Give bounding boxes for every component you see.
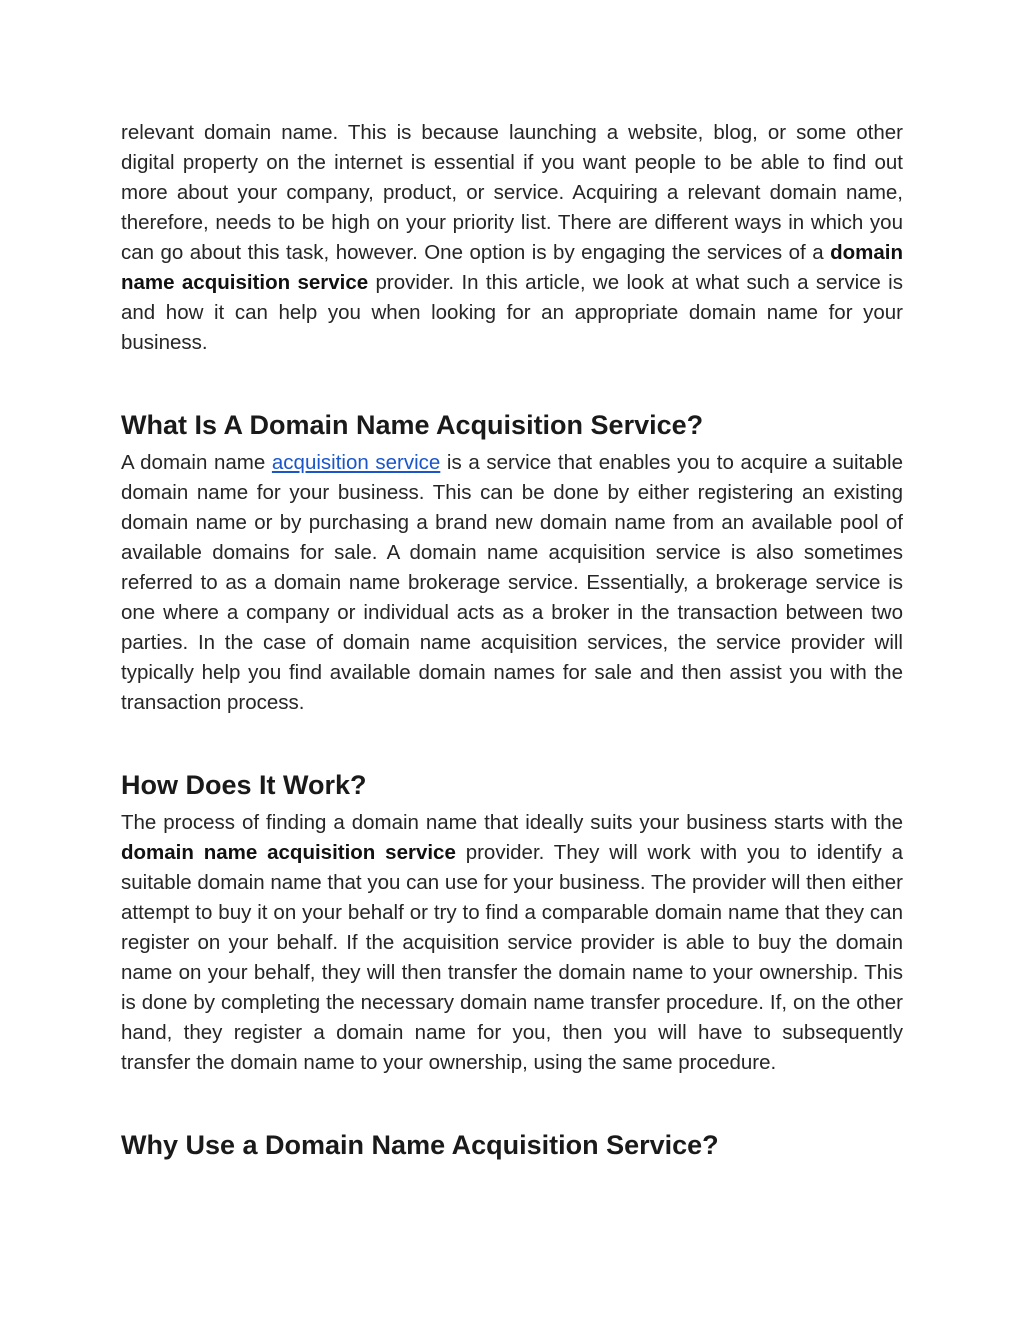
how-it-works-text-part-2: provider. They will work with you to identify a suitable domain name that you can use for your business. The provider will then either attempt to buy it on your behalf or try to find a comparable domain name that they can register on your behalf. If the acquisition service provider is able to buy the domain name on your behalf, they will then transfer the domain name to your ownership. This is done by completing the necessary domain name transfer procedure. If, on the other hand, they register a domain name for you, then you will have to subsequently transfer the domain name to your ownership, using the same procedure. xyxy=(121,841,903,1074)
section-heading-why-use: Why Use a Domain Name Acquisition Service? xyxy=(121,1130,719,1160)
how-it-works-text-part-1: The process of finding a domain name that ideally suits your business starts with the xyxy=(121,811,903,834)
intro-bold-term: domain name acquisition service xyxy=(121,241,903,294)
what-is-text-part-1: A domain name xyxy=(121,451,272,474)
intro-paragraph xyxy=(121,118,903,358)
section-how-it-works-paragraph xyxy=(121,808,903,1078)
intro-text-part-1: relevant domain name. This is because launching a website, blog, or some other digital property on the internet is essential if you want people to be able to find out more about your company, product, or service. Acquiring a relevant domain name, therefore, needs to be high on your priority list. There are different ways in which you can go about this task, however. One option is by engaging the services of a xyxy=(121,121,903,264)
document-page xyxy=(121,118,903,1162)
acquisition-service-link[interactable]: acquisition service xyxy=(271,451,441,474)
what-is-text-part-2: is a service that enables you to acquire a suitable domain name for your business. This can be done by either registering an existing domain name or by purchasing a brand new domain name from an available pool of available domains for sale. A domain name acquisition service is also sometimes referred to as a domain name brokerage service. Essentially, a brokerage service is one where a company or individual acts as a broker in the transaction between two parties. In the case of domain name acquisition services, the service provider will typically help you find available domain names for sale and then assist you with the transaction process. xyxy=(121,451,903,714)
section-heading-what-is: What Is A Domain Name Acquisition Service? xyxy=(121,410,704,440)
intro-text-part-2: provider. In this article, we look at what such a service is and how it can help you when looking for an appropriate domain name for your business. xyxy=(121,271,903,354)
section-heading-how-it-works: How Does It Work? xyxy=(121,770,367,800)
section-what-is-paragraph xyxy=(121,448,903,718)
how-it-works-bold-term: domain name acquisition service xyxy=(121,841,456,864)
